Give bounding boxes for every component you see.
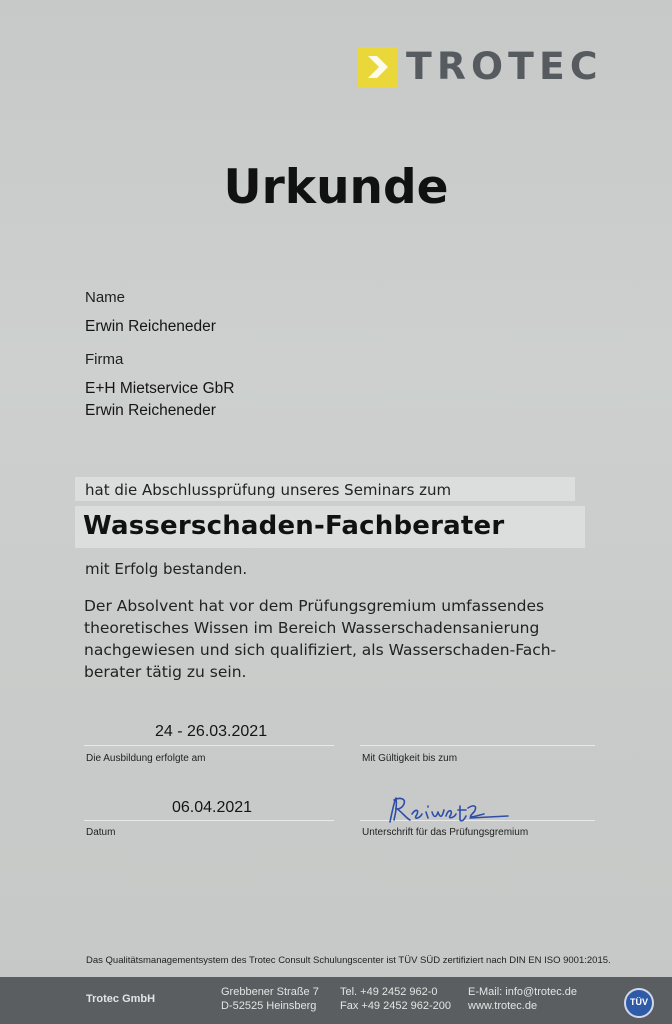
name-label: Name	[85, 289, 126, 306]
passed-text: mit Erfolg bestanden.	[85, 560, 248, 578]
date-label: Datum	[86, 827, 116, 838]
footer-email: E-Mail: info@trotec.de	[468, 986, 577, 998]
logo-text: TROTEC	[406, 45, 603, 88]
footer-bar	[0, 977, 672, 1024]
footer-phone: Tel. +49 2452 962-0	[340, 986, 438, 998]
chevron-logo-icon	[358, 47, 398, 87]
tuv-badge-text: TÜV	[630, 997, 648, 1007]
company-line-2: Erwin Reicheneder	[85, 402, 216, 419]
training-dates: 24 - 26.03.2021	[155, 723, 268, 740]
trotec-logo	[358, 45, 603, 88]
company-label: Firma	[85, 351, 124, 368]
footer-city: D-52525 Heinsberg	[221, 1000, 317, 1012]
footer-fax: Fax +49 2452 962-200	[340, 1000, 452, 1012]
training-line	[84, 745, 334, 746]
description-paragraph	[84, 595, 584, 683]
seminar-name: Wasserschaden-Fachberater	[83, 511, 505, 541]
paragraph-line: theoretisches Wissen im Bereich Wasserschadensanierung	[84, 619, 540, 637]
paragraph-line: Der Absolvent hat vor dem Prüfungsgremium umfassendes	[84, 597, 545, 615]
paragraph-line: berater tätig zu sein.	[84, 663, 247, 681]
training-label: Die Ausbildung erfolgte am	[86, 753, 206, 764]
intro-text: hat die Abschlussprüfung unseres Seminars zum	[85, 481, 452, 499]
validity-line	[360, 745, 595, 746]
footer-company: Trotec GmbH	[86, 993, 156, 1005]
footer-street: Grebbener Straße 7	[221, 986, 319, 998]
certificate-title: Urkunde	[223, 160, 449, 215]
tuv-badge-icon	[624, 988, 654, 1018]
date-line	[84, 820, 334, 821]
quality-note: Das Qualitätsmanagementsystem des Trotec Consult Schulungscenter ist TÜV SÜD zertifiziert nach DIN EN ISO 9001:2015.	[86, 955, 611, 966]
paragraph-line: nachgewiesen und sich qualifiziert, als Wasserschaden-Fach-	[84, 641, 557, 659]
date-value: 06.04.2021	[172, 799, 253, 816]
validity-label: Mit Gültigkeit bis zum	[362, 753, 458, 764]
company-line-1: E+H Mietservice GbR	[85, 380, 235, 397]
footer-website: www.trotec.de	[468, 1000, 538, 1012]
name-value: Erwin Reicheneder	[85, 318, 216, 335]
signature-label: Unterschrift für das Prüfungsgremium	[362, 827, 529, 838]
